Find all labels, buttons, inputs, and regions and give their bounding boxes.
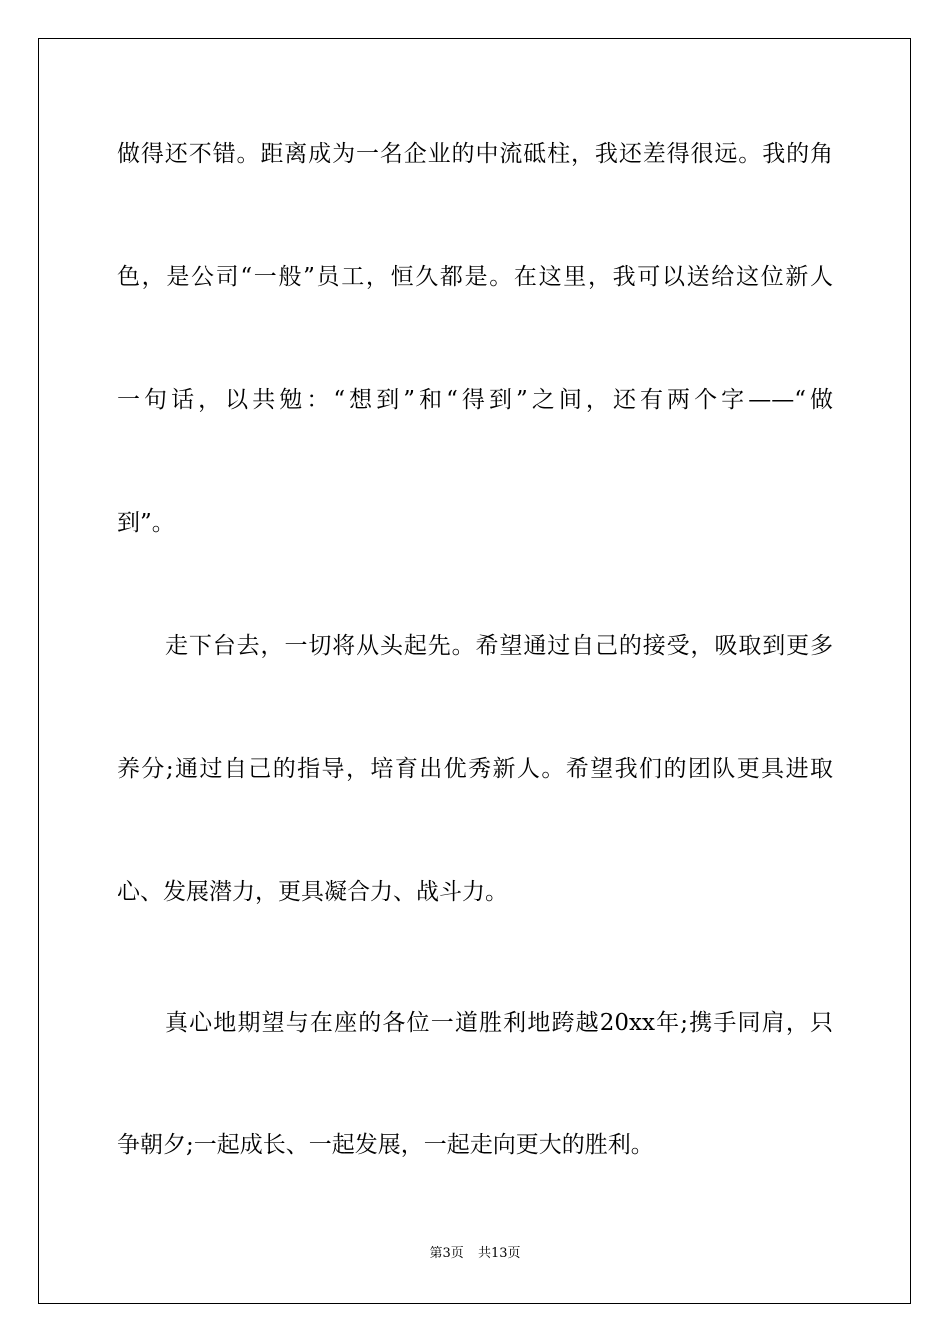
- paragraph-line: 心、发展潜力，更具凝合力、战斗力。: [117, 879, 508, 905]
- paragraph-line: 到”。: [117, 510, 175, 536]
- paragraph-line: 真心地期望与在座的各位一道胜利地跨越20xx年;携手同肩，只: [165, 1010, 833, 1036]
- paragraph-line: 做得还不错。距离成为一名企业的中流砥柱，我还差得很远。我的角: [117, 141, 833, 167]
- paragraph-line: 色，是公司“一般”员工，恒久都是。在这里，我可以送给这位新人: [117, 264, 833, 290]
- paragraph-line: 养分;通过自己的指导，培育出优秀新人。希望我们的团队更具进取: [117, 756, 833, 782]
- page-border: [38, 38, 911, 1304]
- paragraph-line: 走下台去，一切将从头起先。希望通过自己的接受，吸取到更多: [165, 633, 833, 659]
- page-number: 第3页: [429, 1246, 464, 1261]
- page-total: 共13页: [477, 1246, 521, 1261]
- page-footer: [0, 1246, 950, 1262]
- paragraph-line: 争朝夕;一起成长、一起发展，一起走向更大的胜利。: [117, 1132, 654, 1158]
- paragraph-line: 一句话，以共勉：“想到”和“得到”之间，还有两个字——“做: [117, 387, 833, 413]
